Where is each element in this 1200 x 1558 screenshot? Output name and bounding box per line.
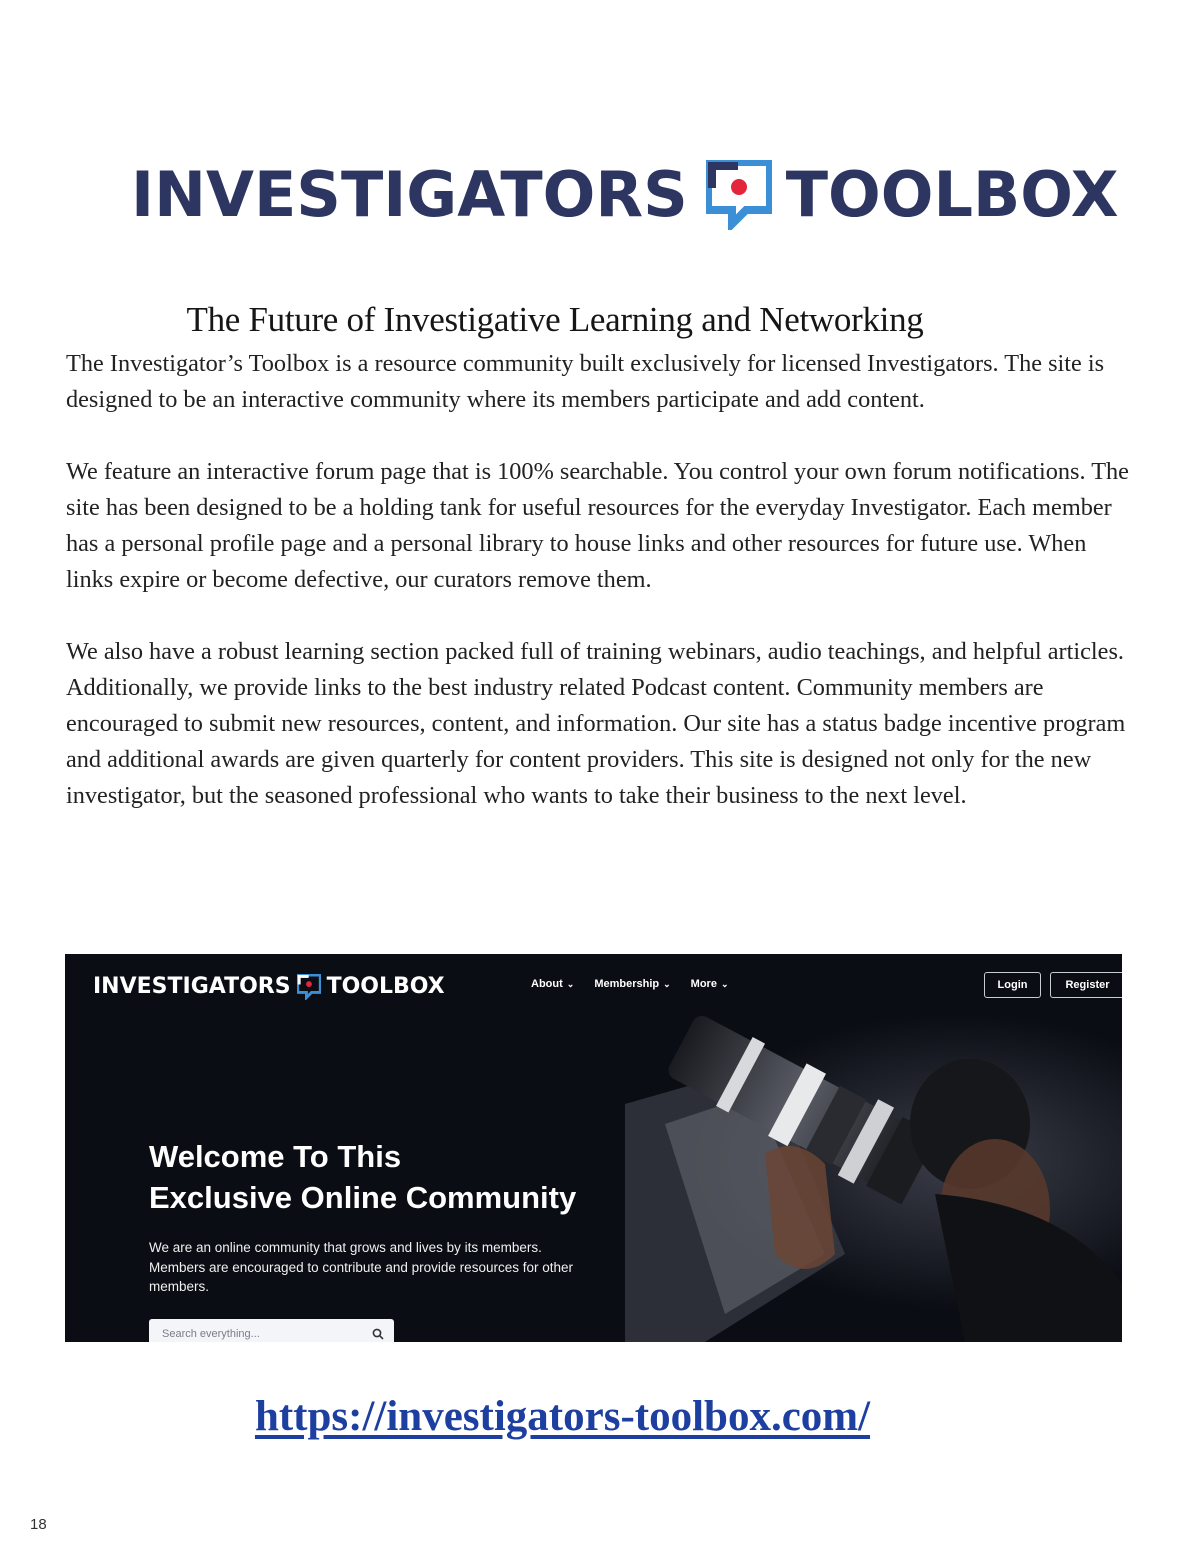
site-logo[interactable] [93, 974, 445, 1000]
hero-title-line: Welcome To This [149, 1139, 402, 1174]
page-number: 18 [30, 1516, 47, 1533]
site-logo-left: INVESTIGATORS [93, 974, 291, 999]
toolbox-logo-icon [706, 160, 772, 230]
brand-logo [131, 156, 1119, 234]
website-link[interactable]: https://investigators-toolbox.com/ [254, 1393, 871, 1440]
nav-about[interactable] [531, 978, 574, 990]
hero-subtitle: We are an online community that grows and lives by its members. Members are encouraged to contribute and provide resources for other members. [149, 1240, 573, 1294]
login-button[interactable]: Login [984, 972, 1041, 998]
nav-label: About [531, 978, 563, 990]
site-logo-right: TOOLBOX [326, 974, 445, 999]
paragraph: The Investigator’s Toolbox is a resource community built exclusively for licensed Investigators. The site is designed to be an interactive community where its members participate and add content. [66, 350, 1105, 413]
register-button[interactable]: Register [1050, 972, 1122, 998]
nav-label: Membership [594, 978, 660, 990]
hero-title-line: Exclusive Online Community [149, 1180, 577, 1215]
logo-right-word: TOOLBOX [785, 158, 1119, 231]
search-placeholder: Search everything... [162, 1328, 260, 1340]
search-input[interactable] [149, 1319, 394, 1342]
paragraph: We feature an interactive forum page that is 100% searchable. You control your own forum notifications. The site has been designed to be a holding tank for useful resources for the everyday Investigator. Each member has a personal profile page and a personal library to house links and other resources for future use. When links expire or become defective, our curators remove them. [66, 458, 1129, 593]
hero-title [149, 1136, 576, 1218]
website-screenshot [65, 954, 1122, 1342]
logo-left-word: INVESTIGATORS [131, 158, 688, 231]
nav-label: More [690, 978, 717, 990]
body-text [66, 346, 1136, 850]
paragraph: We also have a robust learning section packed full of training webinars, audio teachings, and helpful articles. Additionally, we provide links to the best industry related Podcast content. Community members are encouraged to submit new resources, content, and information. Our site has a status badge incentive program and additional awards are given quarterly for content providers. This site is designed not only for the new investigator, but the seasoned professional who wants to take their business to the next level. [66, 638, 1126, 809]
search-icon[interactable] [372, 1328, 384, 1340]
nav-membership[interactable] [594, 978, 670, 990]
chevron-down-icon: ⌄ [720, 978, 729, 989]
page-heading: The Future of Investigative Learning and Networking [186, 300, 924, 339]
nav-more[interactable] [691, 978, 729, 990]
site-nav [531, 978, 728, 990]
chevron-down-icon: ⌄ [566, 978, 575, 989]
chevron-down-icon: ⌄ [663, 978, 671, 989]
toolbox-logo-icon [297, 974, 321, 1000]
